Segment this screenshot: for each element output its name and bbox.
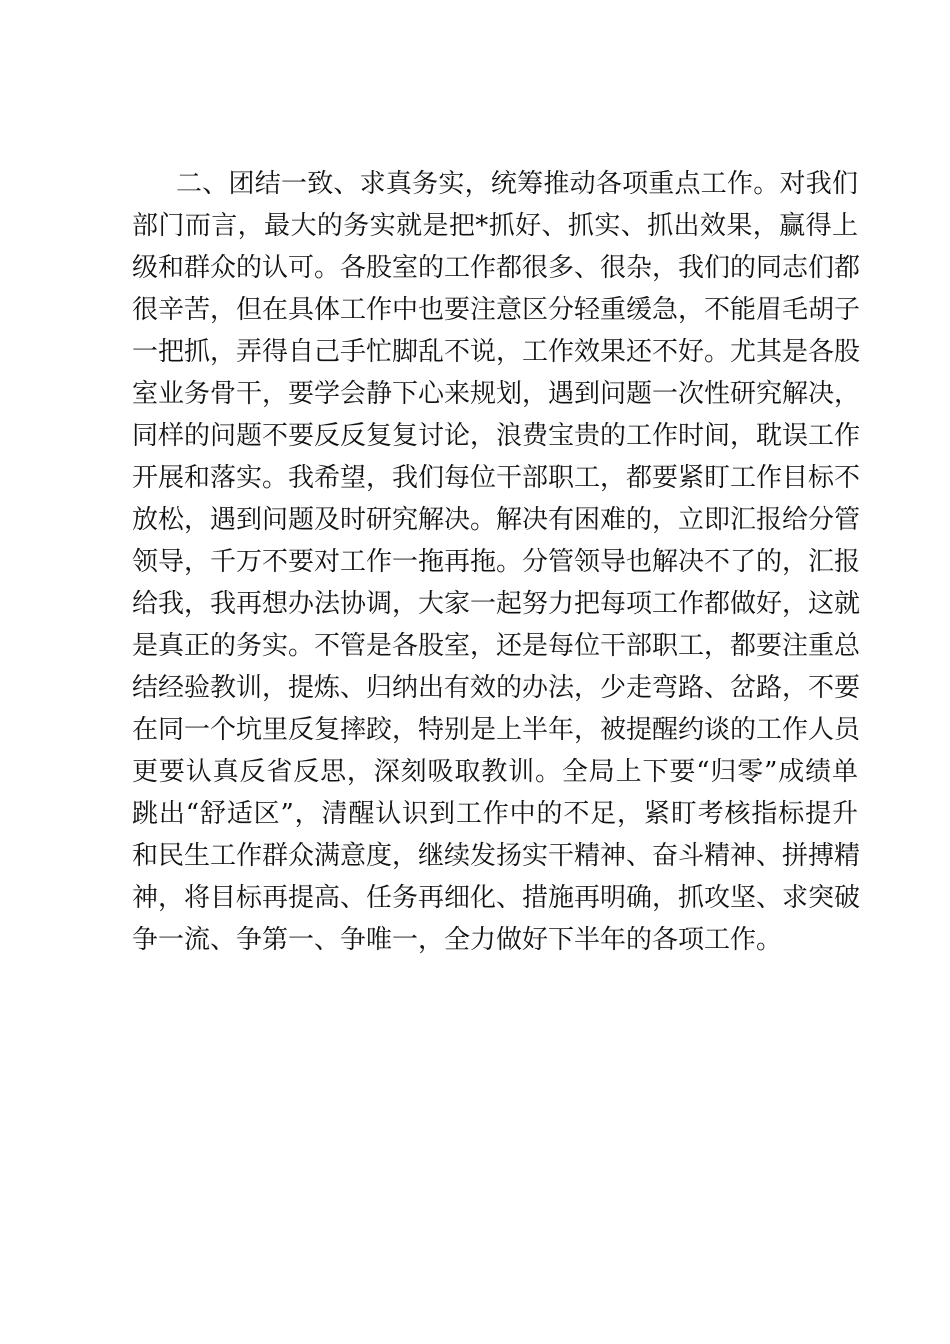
paragraph-line: 级和群众的认可。各股室的工作都很多、很杂，我们的同志们都 [132,253,861,283]
paragraph-line: 神，将目标再提高、任务再细化、措施再明确，抓攻坚、求突破 [132,883,861,913]
paragraph-line: 争一流、争第一、争唯一，全力做好下半年的各项工作。 [132,925,783,955]
body-paragraph [132,163,861,961]
paragraph-line: 部门而言，最大的务实就是把*抓好、抓实、抓出效果，赢得上 [132,211,858,241]
paragraph-line: 很辛苦，但在具体工作中也要注意区分轻重缓急，不能眉毛胡子 [132,295,861,325]
paragraph-line: 给我，我再想办法协调，大家一起努力把每项工作都做好，这就 [132,589,861,619]
paragraph-line: 同样的问题不要反反复复讨论，浪费宝贵的工作时间，耽误工作 [132,421,861,451]
paragraph-line: 结经验教训，提炼、归纳出有效的办法，少走弯路、岔路，不要 [132,673,861,703]
paragraph-line: 室业务骨干，要学会静下心来规划，遇到问题一次性研究解决， [132,379,861,409]
paragraph-line: 是真正的务实。不管是各股室，还是每位干部职工，都要注重总 [132,631,861,661]
paragraph-line: 领导，千万不要对工作一拖再拖。分管领导也解决不了的，汇报 [132,547,861,577]
paragraph-line: 在同一个坑里反复摔跤，特别是上半年，被提醒约谈的工作人员 [132,715,861,745]
paragraph-line: 二、团结一致、求真务实，统筹推动各项重点工作。对我们 [176,169,858,199]
paragraph-line: 一把抓，弄得自己手忙脚乱不说，工作效果还不好。尤其是各股 [132,337,861,367]
paragraph-line: 和民生工作群众满意度，继续发扬实干精神、奋斗精神、拼搏精 [132,841,861,871]
paragraph-line: 跳出“舒适区”，清醒认识到工作中的不足，紧盯考核指标提升 [132,799,858,829]
paragraph-line: 放松，遇到问题及时研究解决。解决有困难的，立即汇报给分管 [132,505,861,535]
paragraph-line: 开展和落实。我希望，我们每位干部职工，都要紧盯工作目标不 [132,463,861,493]
paragraph-line: 更要认真反省反思，深刻吸取教训。全局上下要“归零”成绩单 [132,757,858,787]
